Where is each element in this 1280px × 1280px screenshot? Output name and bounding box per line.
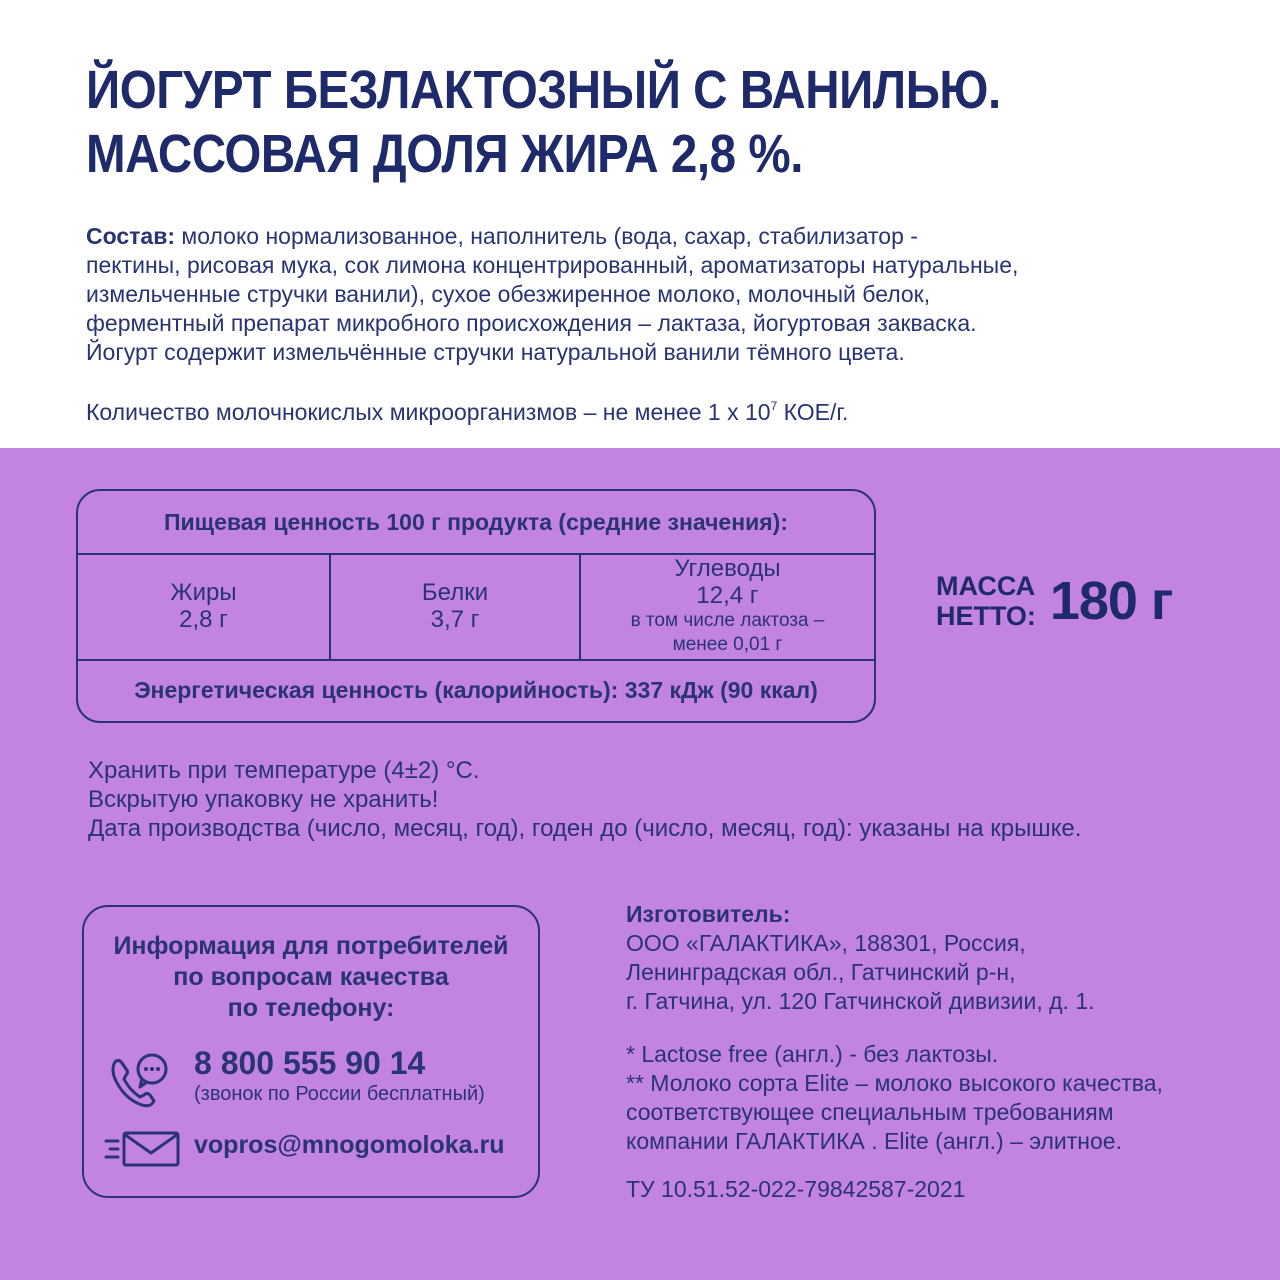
title-line-2: МАССОВАЯ ДОЛЯ ЖИРА 2,8 %.	[86, 124, 803, 184]
composition-line-2: пектины, рисовая мука, сок лимона концентрированный, ароматизаторы натуральные,	[86, 252, 1019, 278]
consumer-info-line-3: по телефону:	[227, 994, 395, 1022]
footnote-line-3: соответствующее специальным требованиям	[626, 1099, 1114, 1125]
manufacturer-line-2: Ленинградская обл., Гатчинский р-н,	[626, 959, 1016, 985]
carbs-label: Углеводы	[674, 555, 781, 582]
net-mass	[936, 570, 1172, 632]
composition-block	[86, 222, 1216, 367]
footnote-line-4: компании ГАЛАКТИКА . Elite (англ.) – элитное.	[626, 1128, 1122, 1154]
consumer-info-line-2: по вопросам качества	[173, 963, 449, 991]
nutrition-cells	[78, 553, 874, 661]
contact-email[interactable]: vopros@mnogomoloka.ru	[194, 1131, 505, 1159]
microorganisms-text: Количество молочнокислых микроорганизмов – не менее 1 х 10	[86, 399, 771, 425]
net-mass-value: 180 г	[1049, 571, 1173, 631]
manufacturer-line-1: ООО «ГАЛАКТИКА», 188301, Россия,	[626, 930, 1026, 956]
consumer-info-box	[82, 905, 540, 1198]
net-mass-label	[936, 571, 1036, 631]
fat-value: 2,8 г	[179, 606, 228, 633]
microorganisms-unit: КОЕ/г.	[777, 399, 849, 425]
nutrition-table	[76, 489, 876, 723]
storage-line-1: Хранить при температуре (4±2) °С.	[88, 757, 480, 784]
carbs-value: 12,4 г	[696, 582, 759, 609]
microorganisms-note	[86, 392, 848, 427]
protein-cell	[331, 553, 581, 659]
composition-line-5: Йогурт содержит измельчённые стручки натуральной ванили тёмного цвета.	[86, 339, 905, 365]
manufacturer-line-3: г. Гатчина, ул. 120 Гатчинской дивизии, д. 1.	[626, 988, 1095, 1014]
hotline-phone[interactable]: 8 800 555 90 14	[194, 1045, 426, 1081]
footnote-line-2: ** Молоко сорта Elite – молоко высокого качества,	[626, 1070, 1163, 1096]
technical-specification: ТУ 10.51.52-022-79842587-2021	[626, 1176, 966, 1202]
net-mass-label-line-2: НЕТТО:	[936, 601, 1036, 631]
phone-chat-icon	[106, 1047, 170, 1111]
net-mass-label-line-1: МАССА	[936, 571, 1036, 601]
nutrition-header: Пищевая ценность 100 г продукта (средние значения):	[78, 491, 874, 555]
manufacturer-block	[626, 900, 1095, 1016]
lactose-line-2: менее 0,01 г	[672, 634, 783, 655]
hotline-note: (звонок по России бесплатный)	[194, 1083, 485, 1105]
carbs-cell	[581, 553, 874, 659]
footnote-line-1: * Lactose free (англ.) - без лактозы.	[626, 1041, 999, 1067]
lactose-line-1: в том числе лактоза –	[630, 610, 825, 631]
composition-line-1	[86, 222, 1216, 251]
envelope-icon	[104, 1129, 184, 1169]
storage-line-2: Вскрытую упаковку не хранить!	[88, 786, 439, 813]
title-line-1: ЙОГУРТ БЕЗЛАКТОЗНЫЙ С ВАНИЛЬЮ.	[86, 60, 1001, 120]
fat-cell	[78, 553, 331, 659]
protein-value: 3,7 г	[430, 606, 480, 633]
storage-line-3: Дата производства (число, месяц, год), годен до (число, месяц, год): указаны на крышке.	[88, 815, 1082, 842]
composition-line-4: ферментный препарат микробного происхождения – лактаза, йогуртовая закваска.	[86, 310, 977, 336]
energy-value: Энергетическая ценность (калорийность): 337 кДж (90 ккал)	[134, 676, 818, 703]
consumer-info-line-1: Информация для потребителей	[113, 932, 509, 960]
product-title	[86, 58, 1001, 186]
manufacturer-label: Изготовитель:	[626, 901, 791, 927]
composition-line-3: измельченные стручки ванили), сухое обезжиренное молоко, молочный белок,	[86, 281, 931, 307]
consumer-info-header	[84, 931, 538, 1024]
composition-text-1: молоко нормализованное, наполнитель (вода, сахар, стабилизатор -	[175, 223, 918, 249]
protein-label: Белки	[421, 579, 489, 606]
composition-label: Состав:	[86, 223, 176, 249]
fat-label: Жиры	[170, 579, 237, 606]
footnotes	[626, 1040, 1163, 1156]
microorganisms-exponent: 7	[770, 399, 778, 413]
storage-conditions	[88, 756, 1081, 843]
